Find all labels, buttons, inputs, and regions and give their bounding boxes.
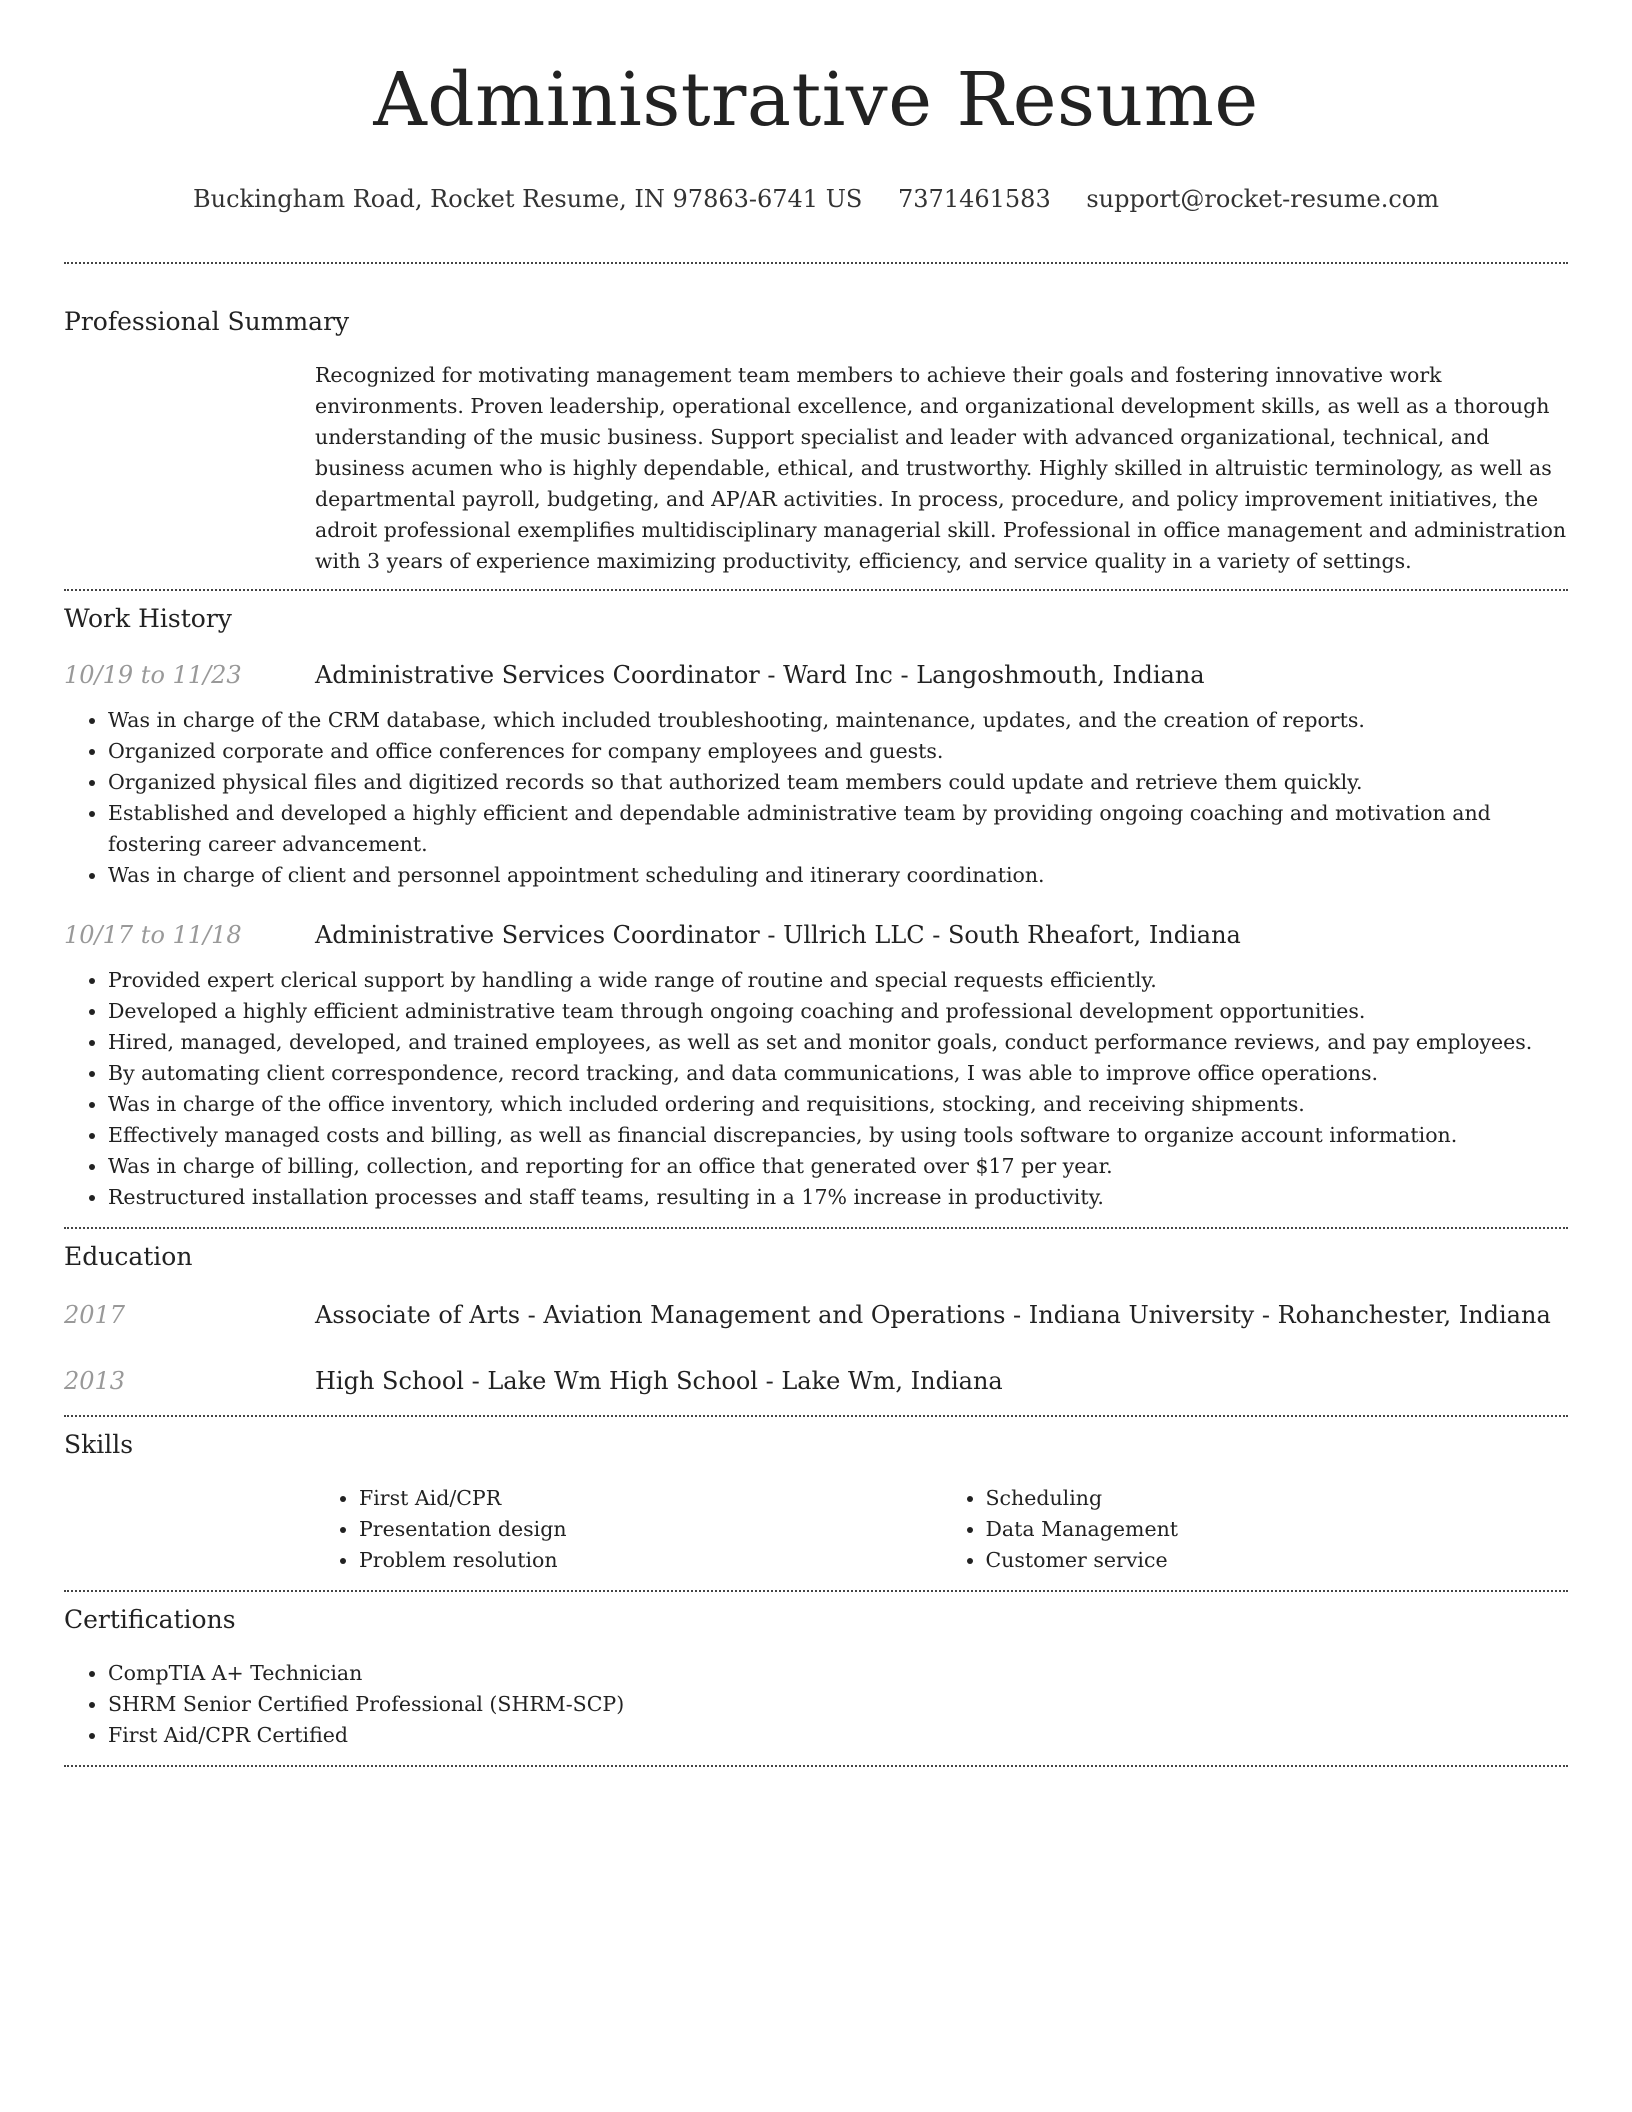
job-bullet: • Was in charge of billing, collection, and reporting for an office that generated over $17 per year.: [108, 1151, 1568, 1182]
skills-grid: [315, 1483, 1568, 1576]
work-section: [64, 603, 1568, 1213]
divider-summary: [64, 589, 1568, 591]
certification-item: • First Aid/CPR Certified: [108, 1720, 1568, 1751]
contact-email: support@rocket-resume.com: [1086, 185, 1439, 213]
skill-item: • Data Management: [986, 1514, 1569, 1545]
certification-item: • CompTIA A+ Technician: [108, 1658, 1568, 1689]
divider-work: [64, 1227, 1568, 1229]
job-dates: 10/17 to 11/18: [64, 921, 242, 949]
job-bullet: • Provided expert clerical support by handling a wide range of routine and special requests efficiently.: [108, 965, 1568, 996]
job-bullet: • Was in charge of the CRM database, which included troubleshooting, maintenance, updates, and the creation of reports.: [108, 705, 1568, 736]
certification-item: • SHRM Senior Certified Professional (SHRM-SCP): [108, 1689, 1568, 1720]
education-year: 2017: [64, 1301, 126, 1329]
skills-heading: Skills: [64, 1430, 134, 1459]
skills-section: [64, 1429, 1568, 1576]
job-bullet: • Organized corporate and office conferences for company employees and guests.: [108, 736, 1568, 767]
education-item: [64, 1365, 1568, 1397]
summary-heading: Professional Summary: [64, 307, 350, 336]
job-bullet: • Established and developed a highly efficient and dependable administrative team by providing ongoing coaching and motivation and fostering career advancement.: [108, 798, 1568, 860]
contact-address: Buckingham Road, Rocket Resume, IN 97863-6741 US: [193, 185, 863, 213]
divider-education: [64, 1415, 1568, 1417]
job-bullet: • Effectively managed costs and billing, as well as financial discrepancies, by using tools software to organize account information.: [108, 1120, 1568, 1151]
job-bullet: • Restructured installation processes and staff teams, resulting in a 17% increase in productivity.: [108, 1182, 1568, 1213]
education-heading: Education: [64, 1242, 193, 1271]
divider-header: [64, 262, 1568, 264]
skill-item: • Customer service: [986, 1545, 1569, 1576]
skill-item: • Problem resolution: [359, 1545, 942, 1576]
job-bullets: [64, 705, 1568, 891]
job-bullet: • Hired, managed, developed, and trained employees, as well as set and monitor goals, conduct performance reviews, and pay employees.: [108, 1027, 1568, 1058]
skill-item: • First Aid/CPR: [359, 1483, 942, 1514]
summary-section: [64, 306, 1568, 577]
job-bullet: • Was in charge of client and personnel appointment scheduling and itinerary coordination.: [108, 860, 1568, 891]
divider-skills: [64, 1590, 1568, 1592]
certifications-list: [64, 1658, 1568, 1751]
summary-text: Recognized for motivating management team members to achieve their goals and fostering innovative work environments. Proven leadership, operational excellence, and organizational development skills, as well as a thorough understanding of the music business. Support specialist and leader with advanced organizational, technical, and business acumen who is highly dependable, ethical, and trustworthy. Highly skilled in altruistic terminology, as well as departmental payroll, budgeting, and AP/AR activities. In process, procedure, and policy improvement initiatives, the adroit professional exemplifies multidisciplinary managerial skill. Professional in office management and administration with 3 years of experience maximizing productivity, efficiency, and service quality in a variety of settings.: [315, 363, 1567, 573]
education-section: [64, 1241, 1568, 1397]
contact-phone: 7371461583: [898, 185, 1051, 213]
certifications-heading: Certifications: [64, 1605, 236, 1634]
education-item: [64, 1299, 1568, 1331]
job-heading: Administrative Services Coordinator - Ullrich LLC - South Rheafort, Indiana: [315, 921, 1241, 949]
job-bullet: • Organized physical files and digitized records so that authorized team members could update and retrieve them quickly.: [108, 767, 1568, 798]
skill-item: • Presentation design: [359, 1514, 942, 1545]
skills-list-left: [315, 1483, 942, 1576]
resume-title: Administrative Resume: [373, 57, 1259, 143]
job-heading: Administrative Services Coordinator - Ward Inc - Langoshmouth, Indiana: [315, 661, 1205, 689]
job-entry: [64, 919, 1568, 1213]
skill-item: • Scheduling: [986, 1483, 1569, 1514]
skills-list-right: [942, 1483, 1569, 1576]
contact-line: [64, 184, 1568, 214]
job-bullet: • By automating client correspondence, record tracking, and data communications, I was able to improve office operations.: [108, 1058, 1568, 1089]
education-text: High School - Lake Wm High School - Lake Wm, Indiana: [315, 1367, 1003, 1395]
education-year: 2013: [64, 1367, 126, 1395]
job-bullets: [64, 965, 1568, 1213]
job-entry: [64, 659, 1568, 891]
divider-certifications: [64, 1765, 1568, 1767]
certifications-section: [64, 1604, 1568, 1751]
job-dates: 10/19 to 11/23: [64, 661, 242, 689]
work-heading: Work History: [64, 604, 232, 633]
job-bullet: • Developed a highly efficient administrative team through ongoing coaching and professional development opportunities.: [108, 996, 1568, 1027]
education-text: Associate of Arts - Aviation Management and Operations - Indiana University - Rohanchester, Indiana: [315, 1301, 1551, 1329]
job-bullet: • Was in charge of the office inventory, which included ordering and requisitions, stocking, and receiving shipments.: [108, 1089, 1568, 1120]
